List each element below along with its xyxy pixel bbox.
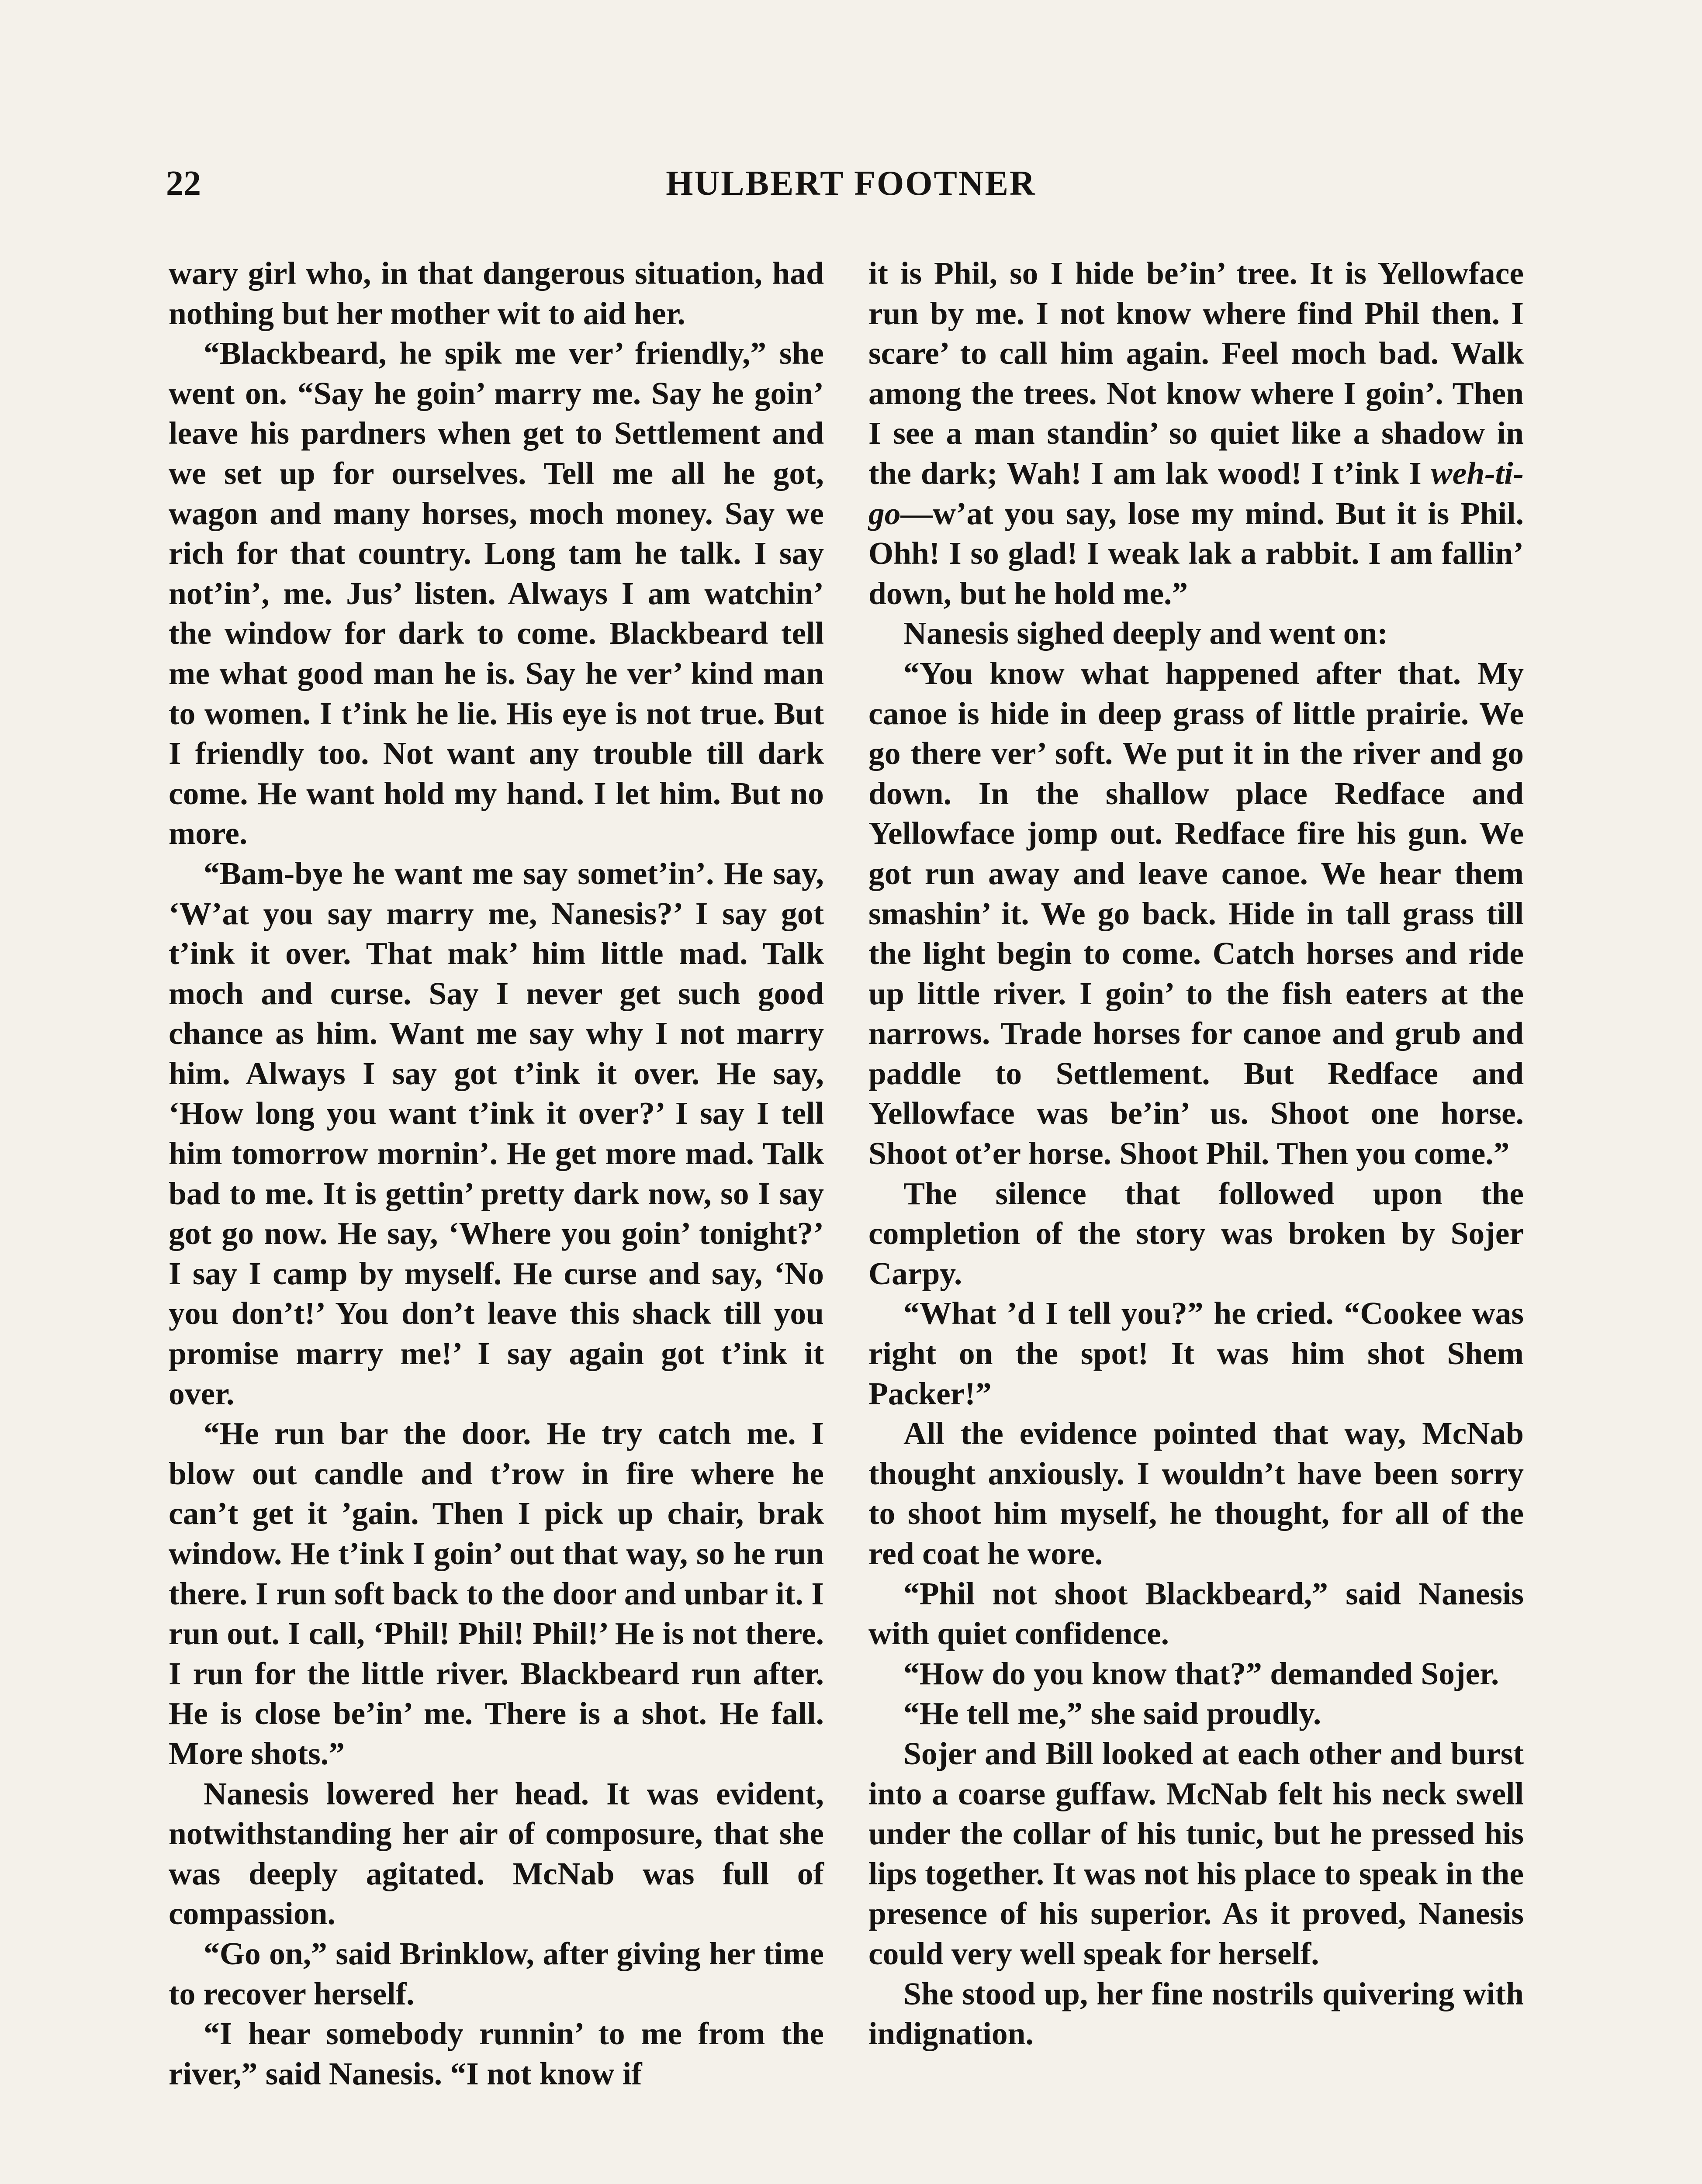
page-number: 22 <box>166 164 201 203</box>
paragraph: The silence that followed upon the completion of the story was broken by Sojer Carpy. <box>868 1175 1524 1291</box>
text-span: it is Phil, so I hide be’in’ tree. It is Yellowface run by me. I not know where find Phil then. I scare’ to call him again. Feel moch bad. Walk among the trees. Not know where I goin’. Then I see a man standin’ so quiet like a shadow in the dark; Wah! I am lak wood! I t’ink I <box>868 256 1524 491</box>
paragraph: wary girl who, in that dangerous situation, had nothing but her mother wit to aid her. <box>169 256 824 331</box>
paragraph: Sojer and Bill looked at each other and burst into a coarse guffaw. McNab felt his neck swell under the collar of his tunic, but he pressed his lips together. It was not his place to speak in the presence of his superior. As it proved, Nanesis could very well speak for herself. <box>868 1735 1524 1971</box>
paragraph <box>868 253 1524 613</box>
paragraph: She stood up, her fine nostrils quivering with indignation. <box>868 1976 1524 2052</box>
paragraph: “You know what happened after that. My canoe is hide in deep grass of little prairie. We go there ver’ soft. We put it in the river and go down. In the shallow place Redface and Yellowface jomp out. Redface fire his gun. We got run away and leave canoe. We hear them smashin’ it. We go back. Hide in tall grass till the light begin to come. Catch horses and ride up little river. I goin’ to the fish eaters at the narrows. Trade horses for canoe and grub and paddle to Settlement. But Redface and Yellowface was be’in’ us. Shoot one horse. Shoot ot’er horse. Shoot Phil. Then you come.” <box>868 655 1524 1171</box>
left-column <box>169 253 824 2094</box>
running-head: HULBERT FOOTNER <box>666 164 1036 203</box>
paragraph: “I hear somebody runnin’ to me from the river,” said Nanesis. “I not know if <box>169 2016 824 2091</box>
paragraph: Nanesis sighed deeply and went on: <box>903 615 1388 651</box>
paragraph: “How do you know that?” demanded Sojer. <box>903 1655 1499 1691</box>
paragraph: “Bam-bye he want me say somet’in’. He say, ‘W’at you say marry me, Nanesis?’ I say got t’ink it over. That mak’ him little mad. Talk moch and curse. Say I never get such good chance as him. Want me say why I not marry him. Always I say got t’ink it over. He say, ‘How long you want t’ink it over?’ I say I tell him tomorrow mornin’. He get more mad. Talk bad to me. It is gettin’ pretty dark now, so I say got go now. He say, ‘Where you goin’ tonight?’ I say I camp by myself. He curse and say, ‘No you don’t!’ You don’t leave this shack till you promise marry me!’ I say again got t’ink it over. <box>169 855 824 1411</box>
paragraph: “He tell me,” she said proudly. <box>903 1696 1321 1731</box>
paragraph: “Phil not shoot Blackbeard,” said Nanesis with quiet confidence. <box>868 1576 1524 1652</box>
right-column <box>868 253 1524 2054</box>
text-span: —w’at you say, lose my mind. But it is Phil. Ohh! I so glad! I weak lak a rabbit. I am fallin’ down, but he hold me.” <box>868 495 1524 611</box>
italic-word: weh-ti-go <box>868 455 1524 531</box>
paragraph: “He run bar the door. He try catch me. I blow out candle and t’row in fire where he can’t get it ’gain. Then I pick up chair, brak window. He t’ink I goin’ out that way, so he run there. I run soft back to the door and unbar it. I run out. I call, ‘Phil! Phil! Phil!’ He is not there. I run for the little river. Blackbeard run after. He is close be’in’ me. There is a shot. He fall. More shots.” <box>169 1416 824 1771</box>
paragraph: “Go on,” said Brinklow, after giving her time to recover herself. <box>169 1935 824 2011</box>
paragraph: “Blackbeard, he spik me ver’ friendly,” she went on. “Say he goin’ marry me. Say he goin’ leave his pardners when get to Settlement and we set up for ourselves. Tell me all he got, wagon and many horses, moch money. Say we rich for that country. Long tam he talk. I say not’in’, me. Jus’ listen. Always I am watchin’ the window for dark to come. Blackbeard tell me what good man he is. Say he ver’ kind man to women. I t’ink he lie. His eye is not true. But I friendly too. Not want any trouble till dark come. He want hold my hand. I let him. But no more. <box>169 335 824 851</box>
paragraph: Nanesis lowered her head. It was evident, notwithstanding her air of composure, that she was deeply agitated. McNab was full of compassion. <box>169 1776 824 1932</box>
paragraph: “What ’d I tell you?” he cried. “Cookee was right on the spot! It was him shot Shem Packer!” <box>868 1296 1524 1411</box>
paragraph: All the evidence pointed that way, McNab thought anxiously. I wouldn’t have been sorry to shoot him myself, he thought, for all of the red coat he wore. <box>868 1416 1524 1571</box>
